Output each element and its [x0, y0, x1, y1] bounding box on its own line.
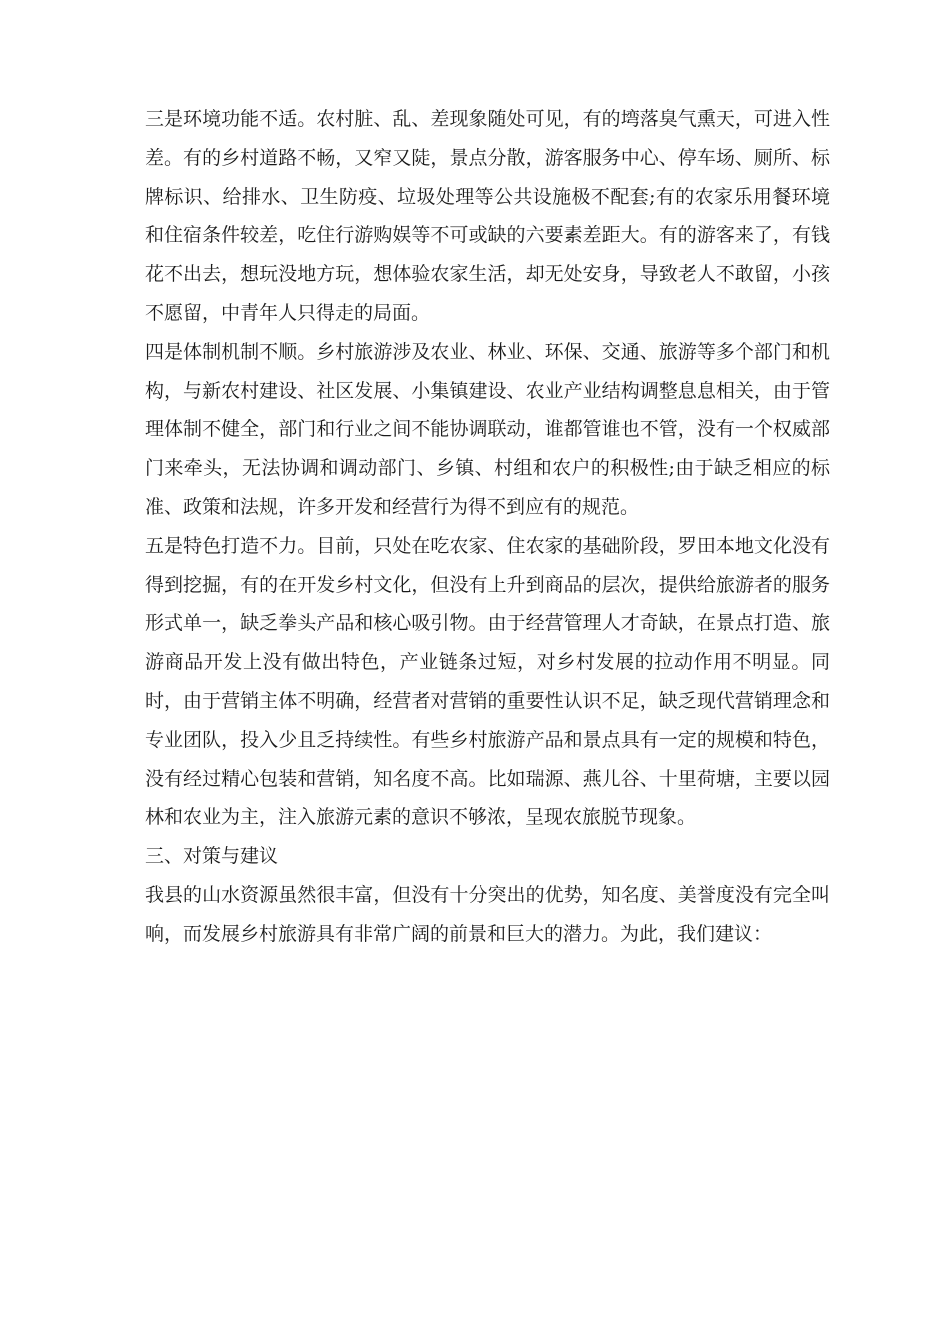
- paragraph-environment: 三是环境功能不适。农村脏、乱、差现象随处可见，有的塆落臭气熏天，可进入性差。有的乡村道路不畅，又窄又陡，景点分散，游客服务中心、停车场、厕所、标牌标识、给排水、卫生防疫、垃圾处理等公共设施极不配套;有的农家乐用餐环境和住宿条件较差，吃住行游购娱等不可或缺的六要素差距大。有的游客来了，有钱花不出去，想玩没地方玩，想体验农家生活，却无处安身，导致老人不敢留，小孩不愿留，中青年人只得走的局面。: [145, 108, 830, 324]
- paragraph-suggestions: 我县的山水资源虽然很丰富，但没有十分突出的优势，知名度、美誉度没有完全叫响，而发展乡村旅游具有非常广阔的前景和巨大的潜力。为此，我们建议：: [145, 883, 830, 945]
- paragraph-features: 五是特色打造不力。目前，只处在吃农家、住农家的基础阶段，罗田本地文化没有得到挖掘，有的在开发乡村文化，但没有上升到商品的层次，提供给旅游者的服务形式单一，缺乏拳头产品和核心吸引物。由于经营管理人才奇缺，在景点打造、旅游商品开发上没有做出特色，产业链条过短，对乡村发展的拉动作用不明显。同时，由于营销主体不明确，经营者对营销的重要性认识不足，缺乏现代营销理念和专业团队，投入少且乏持续性。有些乡村旅游产品和景点具有一定的规模和特色，没有经过精心包装和营销，知名度不高。比如瑞源、燕儿谷、十里荷塘，主要以园林和农业为主，注入旅游元素的意识不够浓，呈现农旅脱节现象。: [145, 534, 830, 829]
- paragraph-institution: 四是体制机制不顺。乡村旅游涉及农业、林业、环保、交通、旅游等多个部门和机构，与新农村建设、社区发展、小集镇建设、农业产业结构调整息息相关，由于管理体制不健全，部门和行业之间不能协调联动，谁都管谁也不管，没有一个权威部门来牵头，无法协调和调动部门、乡镇、村组和农户的积极性;由于缺乏相应的标准、政策和法规，许多开发和经营行为得不到应有的规范。: [145, 340, 830, 518]
- section-heading: 三、对策与建议: [145, 845, 279, 868]
